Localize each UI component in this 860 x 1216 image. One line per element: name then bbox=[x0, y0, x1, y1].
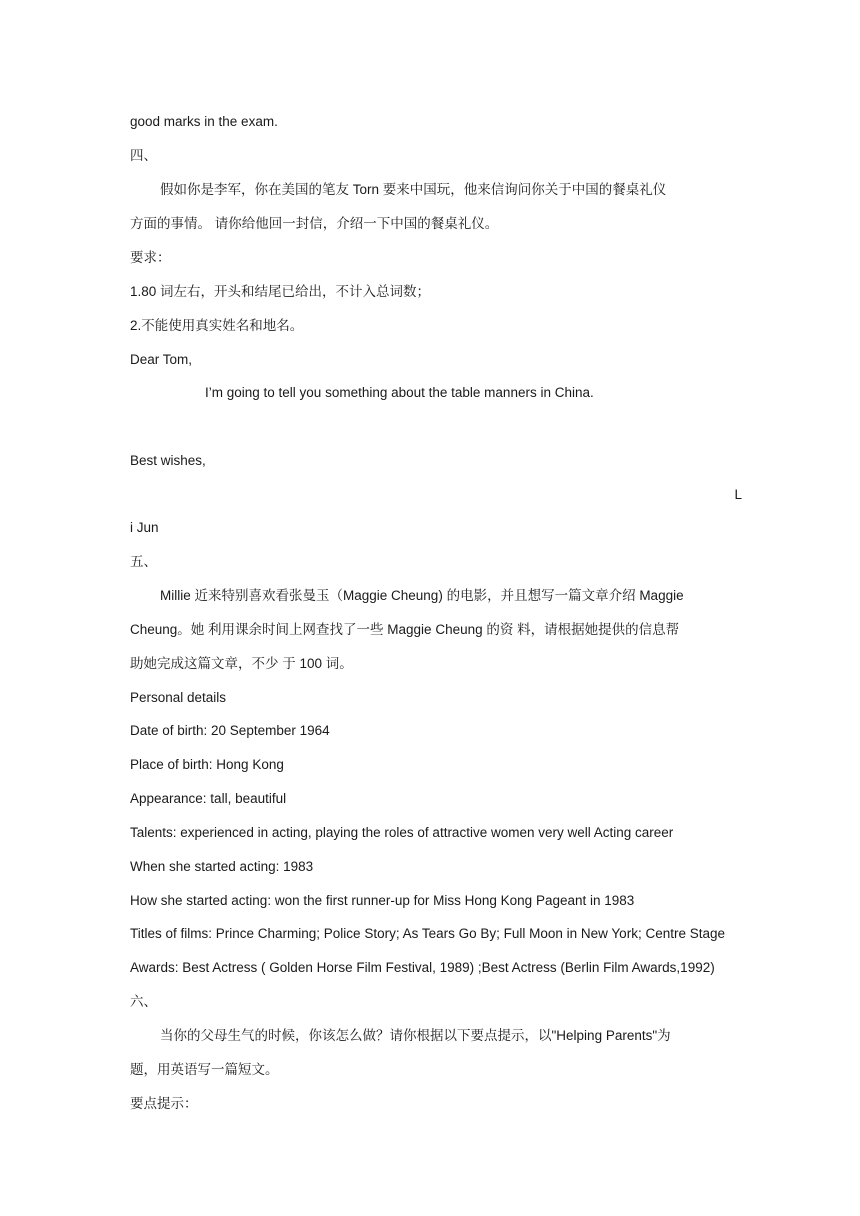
letter-body: I’m going to tell you something about the table manners in China. bbox=[205, 385, 594, 400]
letter-greeting: Dear Tom, bbox=[130, 352, 193, 367]
text-line: Date of birth: 20 September 1964 bbox=[130, 723, 330, 738]
text-line: 助她完成这篇文章，不少 于 100 词。 bbox=[130, 656, 353, 671]
text-line: 假如你是李军，你在美国的笔友 Torn 要来中国玩，他来信询问你关于中国的餐桌礼仪 bbox=[160, 182, 667, 197]
section-heading: 五、 bbox=[130, 554, 157, 569]
text-line: Awards: Best Actress ( Golden Horse Film Festival, 1989) ;Best Actress (Berlin Film Awards,1992) bbox=[130, 960, 715, 975]
text-line: Talents: experienced in acting, playing the roles of attractive women very well Acting career bbox=[130, 825, 674, 840]
text-line: How she started acting: won the first runner-up for Miss Hong Kong Pageant in 1983 bbox=[130, 893, 635, 908]
text-line: Appearance: tall, beautiful bbox=[130, 791, 287, 806]
text-line: 1.80 词左右，开头和结尾已给出，不计入总词数； bbox=[130, 284, 431, 299]
text-line: Titles of films: Prince Charming; Police Story; As Tears Go By; Full Moon in New York; Centre Stage bbox=[130, 926, 725, 941]
text-line: 2.不能使用真实姓名和地名。 bbox=[130, 318, 304, 333]
text-line: 当你的父母生气的时候，你该怎么做？请你根据以下要点提示，以"Helping Parents"为 bbox=[160, 1028, 671, 1043]
text-line: Place of birth: Hong Kong bbox=[130, 757, 284, 772]
section-heading: 六、 bbox=[130, 994, 157, 1009]
text-line: Personal details bbox=[130, 690, 227, 705]
section-heading: 四、 bbox=[130, 148, 157, 163]
text-line: 题，用英语写一篇短文。 bbox=[130, 1062, 279, 1077]
text-line: Millie 近来特别喜欢看张曼玉（Maggie Cheung) 的电影，并且想写一篇文章介绍 Maggie bbox=[160, 588, 684, 603]
letter-signature-end: i Jun bbox=[130, 520, 159, 535]
text-line: When she started acting: 1983 bbox=[130, 859, 314, 874]
text-line: 方面的事情。 请你给他回一封信，介绍一下中国的餐桌礼仪。 bbox=[130, 216, 499, 231]
text-line: 要求： bbox=[130, 250, 171, 265]
text-line: Cheung。她 利用课余时间上网查找了一些 Maggie Cheung 的资 料，请根据她提供的信息帮 bbox=[130, 622, 680, 637]
text-line: good marks in the exam. bbox=[130, 114, 278, 129]
letter-signature-start: L bbox=[734, 487, 742, 502]
text-line: 要点提示： bbox=[130, 1096, 198, 1111]
letter-closing: Best wishes, bbox=[130, 453, 206, 468]
